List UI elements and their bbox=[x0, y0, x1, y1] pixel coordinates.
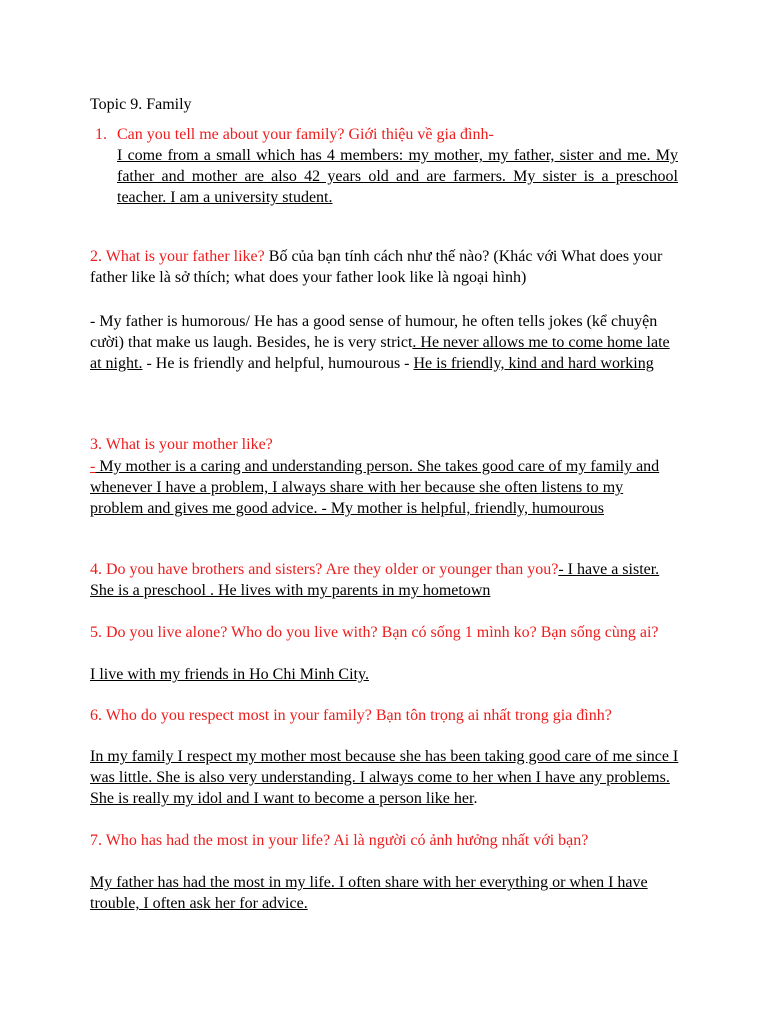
answer-4-text: - I have a sister. She is a preschool . He lives with my parents in my hometown bbox=[90, 561, 660, 599]
question-4-paragraph bbox=[90, 559, 680, 601]
document-title: Topic 9. Family bbox=[90, 96, 192, 113]
answer-3-paragraph bbox=[90, 456, 675, 519]
answer-6-text: In my family I respect my mother most because she has been taking good care of me since I was little. She is also very understanding. I always come to her when I have any problems. She is really my idol and I want to become a person like her bbox=[90, 748, 679, 807]
question-5-text: 5. Do you live alone? Who do you live with? Bạn có sống 1 mình ko? Bạn sống cùng ai? bbox=[90, 624, 659, 641]
question-1-block bbox=[90, 124, 680, 208]
answer-2-part-b: . He never allows me to come home late at night. bbox=[90, 334, 670, 372]
answer-7-text: My father has had the most in my life. I often share with her everything or when I have trouble, I often ask her for advice. bbox=[90, 874, 648, 912]
answer-5-text: I live with my friends in Ho Chi Minh City. bbox=[90, 666, 369, 683]
question-4-text: 4. Do you have brothers and sisters? Are they older or younger than you? bbox=[90, 561, 559, 578]
question-2-note: Bố của bạn tính cách như thế nào? (Khác với What does your father like là sở thích; what does your father look like là ngoại hình) bbox=[90, 248, 663, 286]
question-7-text: 7. Who has had the most in your life? Ai là người có ảnh hưởng nhất với bạn? bbox=[90, 832, 589, 849]
answer-6-end: . bbox=[473, 790, 478, 807]
answer-2-part-c: - He is friendly and helpful, humourous - bbox=[142, 355, 414, 372]
answer-1-text: I come from a small which has 4 members: my mother, my father, sister and me. My father and mother are also 42 years old and are farmers. My sister is a preschool teacher. I am a university student. bbox=[117, 147, 678, 206]
answer-3-text: My mother is a caring and understanding person. She takes good care of my family and whenever I have a problem, I always share with her because she often listens to my problem and gives me good advice. - My mother is helpful, friendly, humourous bbox=[90, 458, 660, 517]
question-6-text: 6. Who do you respect most in your family? Bạn tôn trọng ai nhất trong gia đình? bbox=[90, 707, 612, 724]
question-3-text: 3. What is your mother like? bbox=[90, 436, 273, 453]
question-2-paragraph bbox=[90, 246, 670, 288]
answer-3-dash: - bbox=[90, 458, 96, 475]
answer-6-paragraph bbox=[90, 746, 680, 809]
question-2-text: 2. What is your father like? bbox=[90, 248, 265, 265]
answer-2-paragraph bbox=[90, 311, 675, 374]
answer-2-part-d: He is friendly, kind and hard working bbox=[413, 355, 654, 372]
question-1-text: Can you tell me about your family? Giới thiệu về gia đình- bbox=[117, 126, 494, 143]
question-1-number: 1. bbox=[95, 126, 107, 143]
answer-2-part-a: - My father is humorous/ He has a good sense of humour, he often tells jokes (kể chuyện cười) that make us laugh. Besides, he is very strict bbox=[90, 313, 658, 351]
